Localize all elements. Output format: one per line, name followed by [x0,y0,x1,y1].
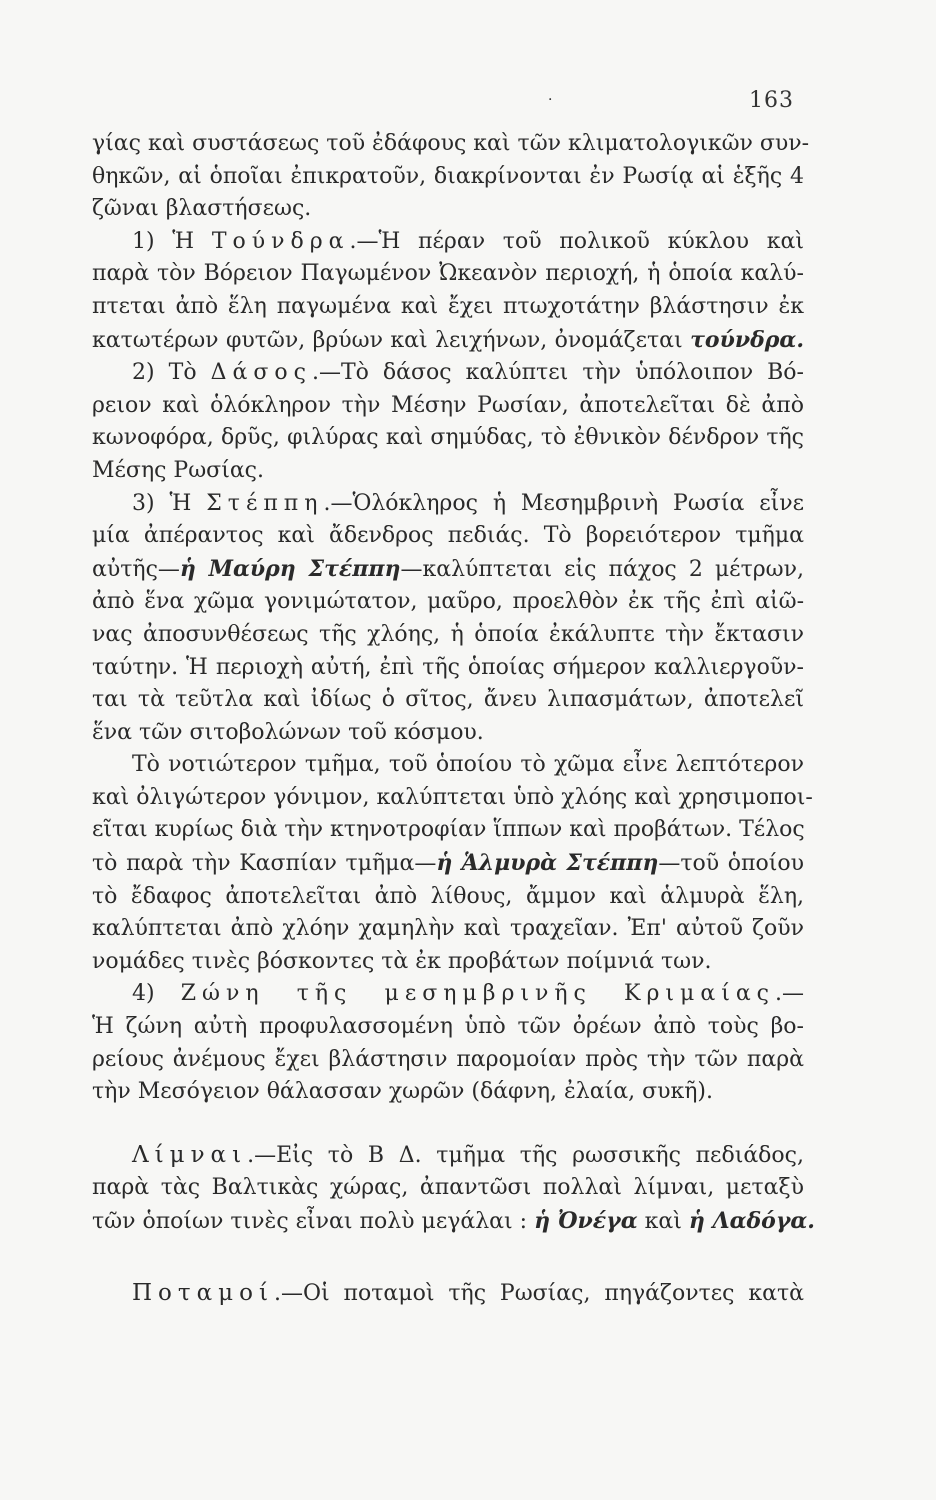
term-salt-steppe: ἡ Ἁλμυρὰ Στέππη [436,850,659,877]
text-line: ζῶναι βλαστήσεως. [92,196,312,222]
text-line: τὸ παρὰ τὴν Κασπίαν τμῆμα—ἡ Ἁλμυρὰ Στέππη—τοῦ ὁποίου [92,850,804,877]
heading-lakes: Λίμναι [132,1141,248,1168]
text-line: Ποταμοί.—Οἱ ποταμοὶ τῆς Ρωσίας, πηγάζοντες κατὰ [132,1279,804,1306]
heading-forest: Δάσος [210,360,312,386]
text-line: ται τὰ τεῦτλα καὶ ἰδίως ὁ σῖτος, ἄνευ λιπασμάτων, ἀποτελεῖ [92,687,804,713]
text-line: καὶ ὀλιγώτερον γόνιμον, καλύπτεται ὑπὸ χλόης καὶ χρησιμοποι- [92,784,813,810]
text-line: 1) Ἡ Τούνδρα.—Ἡ πέραν τοῦ πολικοῦ κύκλου καὶ [132,228,804,254]
text-line: ἕνα τῶν σιτοβολώνων τοῦ κόσμου. [92,719,484,745]
text-line: γίας καὶ συστάσεως τοῦ ἐδάφους καὶ τῶν κλιματολογικῶν συν- [92,131,810,156]
text-line: τὸ ἔδαφος ἀποτελεῖται ἀπὸ λίθους, ἄμμον καὶ ἁλμυρὰ ἕλη, [92,883,804,909]
text-line: τῶν ὁποίων τινὲς εἶναι πολὺ μεγάλαι : ἡ Ὀνέγα καὶ ἡ Λαδόγα. [92,1208,815,1234]
term-toundra: τούνδρα. [690,326,804,353]
text-line: νας ἀποσυνθέσεως τῆς χλόης, ἡ ὁποία ἐκάλυπτε τὴν ἔκτασιν [92,621,804,647]
text-line: νομάδες τινὲς βόσκοντες τὰ ἐκ προβάτων ποίμνιά των. [92,948,712,974]
heading-steppe: Στέππη [206,490,324,516]
text-line: εῖται κυρίως διὰ τὴν κτηνοτροφίαν ἵππων καὶ προβάτων. Τέλος [92,817,805,843]
text-line: ρειον καὶ ὁλόκληρον τὴν Μέσην Ρωσίαν, ἀποτελεῖται δὲ ἀπὸ [92,392,804,418]
text-line: ρείους ἀνέμους ἔχει βλάστησιν παρομοίαν πρὸς τὴν τῶν παρὰ [92,1046,804,1072]
text-line: Μέσης Ρωσίας. [92,457,264,483]
text-line: κατωτέρων φυτῶν, βρύων καὶ λειχήνων, ὀνομάζεται τούνδρα. [92,326,804,353]
text-line: καλύπτεται ἀπὸ χλόην χαμηλὴν καὶ τραχεῖαν. Ἐπ' αὐτοῦ ζοῦν [92,916,804,942]
text-line: 4) Ζώνη τῆς μεσημβρινῆς Κριμαίας.— [132,981,804,1007]
paragraph-gap [92,1109,804,1139]
text-line: Ἡ ζώνη αὐτὴ προφυλασσομένη ὑπὸ τῶν ὀρέων ἀπὸ τοὺς βο- [92,1014,804,1040]
term-black-steppe: ἡ Μαύρη Στέππη [179,555,401,582]
heading-rivers: Ποταμοί [132,1279,274,1306]
text-line: παρὰ τὸν Βόρειον Παγωμένον Ὠκεανὸν περιοχή, ἡ ὁποία καλύ- [92,261,804,287]
text-line: Τὸ νοτιώτερον τμῆμα, τοῦ ὁποίου τὸ χῶμα εἶνε λεπτότερον [132,752,804,778]
text-line: 3) Ἡ Στέππη.—Ὁλόκληρος ἡ Μεσημβρινὴ Ρωσία εἶνε [132,490,804,516]
heading-toundra: Τούνδρα [211,228,350,254]
text-line: τὴν Μεσόγειον θάλασσαν χωρῶν (δάφνη, ἐλαία, συκῆ). [92,1079,713,1105]
term-ladoga: ἡ Λαδόγα. [688,1208,815,1234]
body-text [92,128,815,1310]
text-line: αὐτῆς—ἡ Μαύρη Στέππη—καλύπτεται εἰς πάχος 2 μέτρων, [92,555,804,582]
text-line: θηκῶν, αἱ ὁποῖαι ἐπικρατοῦν, διακρίνονται ἐν Ρωσίᾳ αἱ ἑξῆς 4 [92,163,804,189]
text-line: ταύτην. Ἡ περιοχὴ αὐτή, ἐπὶ τῆς ὁποίας σήμερον καλλιεργοῦν- [92,654,804,680]
text-line: παρὰ τὰς Βαλτικὰς χώρας, ἀπαντῶσι πολλαὶ λίμναι, μεταξὺ [92,1175,804,1201]
text-line: κωνοφόρα, δρῦς, φιλύρας καὶ σημύδας, τὸ ἐθνικὸν δένδρον τῆς [92,425,804,451]
page-dot-mark: · [548,92,553,108]
text-line: ἀπὸ ἕνα χῶμα γονιμώτατον, μαῦρο, προελθὸν ἐκ τῆς ἐπὶ αἰῶ- [92,589,804,615]
text-line: Λίμναι.—Εἰς τὸ Β Δ. τμῆμα τῆς ρωσσικῆς πεδιάδος, [132,1141,804,1168]
text-line: 2) Τὸ Δάσος.—Τὸ δάσος καλύπτει τὴν ὑπόλοιπον Βό- [132,360,804,386]
heading-crimea: Ζώνη τῆς μεσημβρινῆς Κριμαίας [180,981,775,1007]
text-line: μία ἀπέραντος καὶ ἄδενδρος πεδιάς. Τὸ βορειότερον τμῆμα [92,523,804,549]
page-number: 163 [749,88,794,113]
term-onega: ἡ Ὀνέγα [534,1208,638,1234]
paragraph-gap [92,1239,804,1277]
text-line: πτεται ἀπὸ ἕλη παγωμένα καὶ ἔχει πτωχοτάτην βλάστησιν ἐκ [92,293,804,319]
